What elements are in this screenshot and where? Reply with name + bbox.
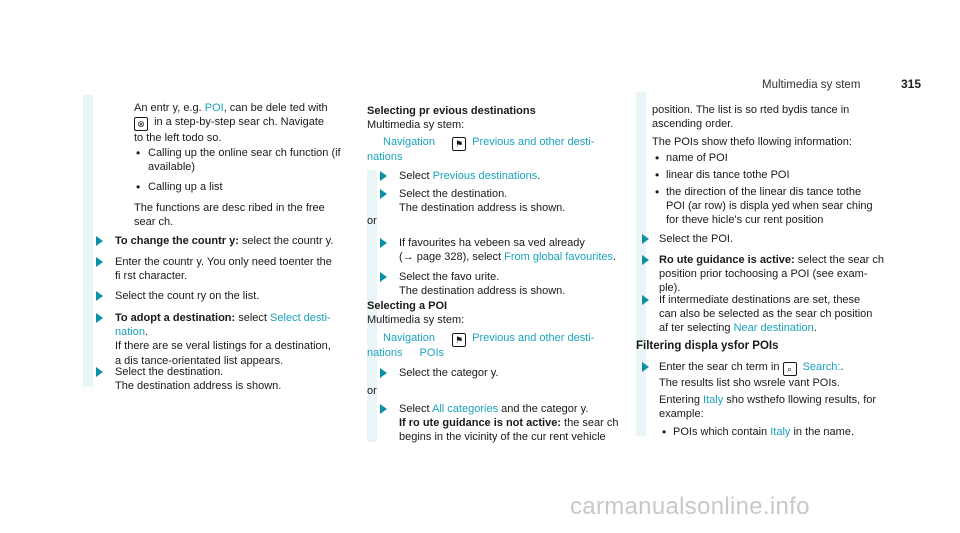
menu-path [383, 135, 594, 151]
section-heading: Selecting pr evious destinations [367, 105, 536, 117]
section-selecting-poi: Selecting a POI Multimedia sy stem: [367, 300, 465, 327]
previous-destinations-link[interactable]: nations [367, 347, 403, 359]
section-previous-destinations: Selecting pr evious destinations Multimedia sy stem: [367, 105, 536, 132]
step-change-country: To change the countr y: select the countr y. [115, 235, 334, 247]
flag-icon: ⚑ [452, 137, 466, 151]
list-item: POIs which contain Italy in the name. [673, 426, 854, 438]
select-destination-link[interactable]: Select desti- [270, 312, 331, 324]
previous-destinations-link[interactable]: Previous and other desti- [472, 332, 595, 344]
page-number: 315 [901, 77, 922, 91]
italy-link[interactable]: Italy [770, 426, 791, 438]
search-field-label[interactable]: Search: [802, 361, 841, 373]
step-arrow-icon [380, 189, 387, 199]
step-arrow-icon [380, 404, 387, 414]
bullet: • [655, 168, 660, 182]
section-heading: Selecting a POI [367, 300, 448, 312]
step-select-destination: Select the destination. The destination address is shown. [115, 366, 282, 393]
step-arrow-icon [380, 238, 387, 248]
step-arrow-icon [96, 313, 103, 323]
step-favourites: If favourites ha vebeen sa ved already (→ page 328), select From global favourites. [399, 237, 617, 264]
list-item: name of POI [666, 152, 728, 164]
step-select-poi: Select the POI. [659, 233, 733, 245]
side-bar [83, 95, 93, 387]
position-paragraph: position. The list is so rted bydis tance in ascending order. [652, 104, 850, 131]
previous-destinations-link[interactable]: Previous and other desti- [472, 136, 595, 148]
step-all-categories: Select All categories and the categor y. If ro ute guidance is not active: the sear ch begins in the vicinity of the cur rent vehicle [399, 403, 619, 444]
step-select-favourite: Select the favo urite. The destination address is shown. [399, 271, 566, 298]
or-text: or [367, 215, 377, 227]
bullet: • [655, 151, 660, 165]
step-enter-country: Enter the countr y. You only need toenter the fi rst character. [115, 256, 332, 283]
step-select-destination: Select the destination. The destination address is shown. [399, 188, 566, 215]
list-item: linear dis tance tothe POI [666, 169, 790, 181]
section-heading: Filtering displa ysfor POIs [636, 340, 779, 352]
all-categories-option[interactable]: All categories [432, 403, 499, 415]
step-select-category: Select the categor y. [399, 367, 499, 379]
poi-link[interactable]: POI [204, 102, 224, 114]
bullet: • [662, 425, 667, 439]
menu-path [383, 331, 594, 347]
step-enter-search-term: Enter the sear ch term in ⌕ Search:. The results list sho wsrele vant POIs. [659, 361, 844, 389]
previous-destinations-link[interactable]: nations [367, 151, 403, 163]
pois-link[interactable]: POIs [419, 347, 444, 359]
step-adopt-destination: To adopt a destination: select Select desti- nation. If there are se veral listings for a destination, a dis tance-orientated list appears. [115, 312, 331, 367]
watermark: carmanualsonline.info [570, 493, 810, 520]
step-arrow-icon [96, 367, 103, 377]
or-text: or [367, 385, 377, 397]
bullet: • [655, 185, 660, 199]
previous-destinations-option[interactable]: Previous destinations [432, 170, 538, 182]
list-item: Calling up the online sear ch function (if available) [148, 147, 341, 174]
bullet: • [136, 146, 141, 160]
step-route-guidance: Ro ute guidance is active: select the sear ch position prior tochoosing a POI (see exam‐ ple). [659, 254, 884, 295]
step-select-country: Select the count ry on the list. [115, 290, 260, 302]
near-destination-option[interactable]: Near destination [733, 322, 814, 335]
step-arrow-icon [96, 257, 103, 267]
menu-path-continued [367, 346, 444, 360]
step-arrow-icon [642, 295, 649, 305]
step-arrow-icon [642, 255, 649, 265]
example-paragraph: Entering Italy sho wsthefo llowing results, for example: [659, 394, 877, 421]
navigation-link[interactable]: Navigation [383, 136, 435, 148]
step-select-previous: Select Previous destinations. [399, 170, 541, 182]
step-arrow-icon [380, 272, 387, 282]
search-icon: ⌕ [783, 362, 797, 376]
flag-icon: ⚑ [452, 333, 466, 347]
step-arrow-icon [96, 291, 103, 301]
step-arrow-icon [380, 368, 387, 378]
running-header: Multimedia sy stem [762, 79, 861, 91]
step-arrow-icon [642, 362, 649, 372]
step-arrow-icon [380, 171, 387, 181]
list-item: Calling up a list [148, 181, 223, 193]
bullet: • [136, 180, 141, 194]
global-favourites-option[interactable]: From global favourites [504, 251, 613, 264]
navigation-link[interactable]: Navigation [383, 332, 435, 344]
step-arrow-icon [642, 234, 649, 244]
select-destination-link[interactable]: nation [115, 326, 145, 339]
functions-paragraph: The functions are desc ribed in the free sear ch. [134, 202, 325, 229]
step-intermediate: If intermediate destinations are set, these can also be selected as the sear ch position af ter selecting Near destination. [659, 294, 873, 335]
intro-paragraph: An entr y, e.g. POI, can be dele ted with ⊗ in a step-by-step sear ch. Navigate to the left todo so. [134, 102, 328, 145]
delete-icon: ⊗ [134, 117, 148, 131]
list-item: the direction of the linear dis tance tothe POI (ar row) is displa yed when sear ching for theve hicle's cur rent position [666, 186, 873, 227]
italy-link[interactable]: Italy [703, 394, 724, 406]
step-arrow-icon [96, 236, 103, 246]
poi-info-paragraph: The POIs show thefo llowing information: [652, 136, 852, 148]
